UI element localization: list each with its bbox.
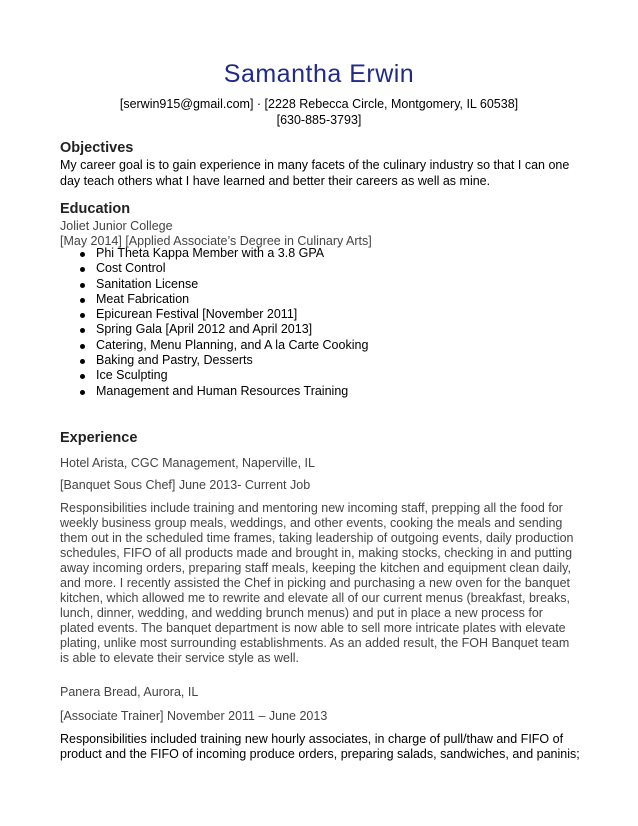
job-description-line: and more. I recently assisted the Chef in picking and purchasing a new oven for the banquet (60, 576, 571, 590)
employer-name: Panera Bread, Aurora, IL (60, 685, 199, 699)
degree-line: [May 2014] [Applied Associate’s Degree in Culinary Arts] (60, 234, 372, 248)
candidate-name: Samantha Erwin (223, 60, 415, 88)
objectives-heading: Objectives (60, 140, 134, 156)
objectives-line: day teach others what I have learned and better their careers as well as mine. (60, 174, 491, 188)
education-heading: Education (60, 201, 131, 217)
job-description-line: weekly business group meals, weddings, and other events, cooking the meals and sending (60, 516, 563, 530)
job-description-line: plating, unlike most surrounding establishments. As an added result, the FOH Banquet team (60, 636, 570, 650)
list-item: Sanitation License (60, 277, 368, 292)
job-role: [Associate Trainer] November 2011 – June 2013 (60, 709, 328, 723)
list-item: Ice Sculpting (60, 368, 368, 383)
list-item: Catering, Menu Planning, and A la Carte Cooking (60, 338, 368, 353)
list-item: Epicurean Festival [November 2011] (60, 307, 368, 322)
job-role: [Banquet Sous Chef] June 2013- Current Job (60, 478, 311, 492)
phone-line: [630-885-3793] (276, 113, 362, 127)
school-name: Joliet Junior College (60, 219, 173, 233)
list-item: Cost Control (60, 261, 368, 276)
list-item: Spring Gala [April 2012 and April 2013] (60, 322, 368, 337)
job-description-line: lunch, dinner, wedding, and wedding brunch menus) and put in place a new process for (60, 606, 543, 620)
list-item: Phi Theta Kappa Member with a 3.8 GPA (60, 246, 368, 261)
education-list (60, 246, 368, 399)
job-description-line: Responsibilities included training new hourly associates, in charge of pull/thaw and FIFO of (60, 732, 564, 746)
job-description-line: is able to elevate their service style as well. (60, 651, 299, 665)
job-description-line: schedules, FIFO of all products made and brought in, making stocks, checking in and putting (60, 546, 573, 560)
list-item: Meat Fabrication (60, 292, 368, 307)
job-description-line: them out in the scheduled time frames, taking leadership of outgoing events, daily production (60, 531, 574, 545)
objectives-line: My career goal is to gain experience in many facets of the culinary industry so that I can one (60, 158, 570, 172)
employer-name: Hotel Arista, CGC Management, Naperville, IL (60, 456, 315, 470)
job-description-line: product and the FIFO of incoming produce orders, preparing salads, sandwiches, and paninis; (60, 747, 580, 761)
contact-line: [serwin915@gmail.com] · [2228 Rebecca Circle, Montgomery, IL 60538] (119, 97, 519, 111)
job-description-line: kitchen, which allowed me to rewrite and elevate all of our current menus (breakfast, breaks, (60, 591, 570, 605)
list-item: Management and Human Resources Training (60, 384, 368, 399)
job-description-line: plated events. The banquet department is now able to sell more intricate plates with elevate (60, 621, 566, 635)
job-description-line: Responsibilities include training and mentoring new incoming staff, prepping all the food for (60, 501, 563, 515)
job-description-line: away incoming orders, preparing staff meals, keeping the kitchen and equipment clean daily, (60, 561, 571, 575)
experience-heading: Experience (60, 430, 138, 446)
list-item: Baking and Pastry, Desserts (60, 353, 368, 368)
